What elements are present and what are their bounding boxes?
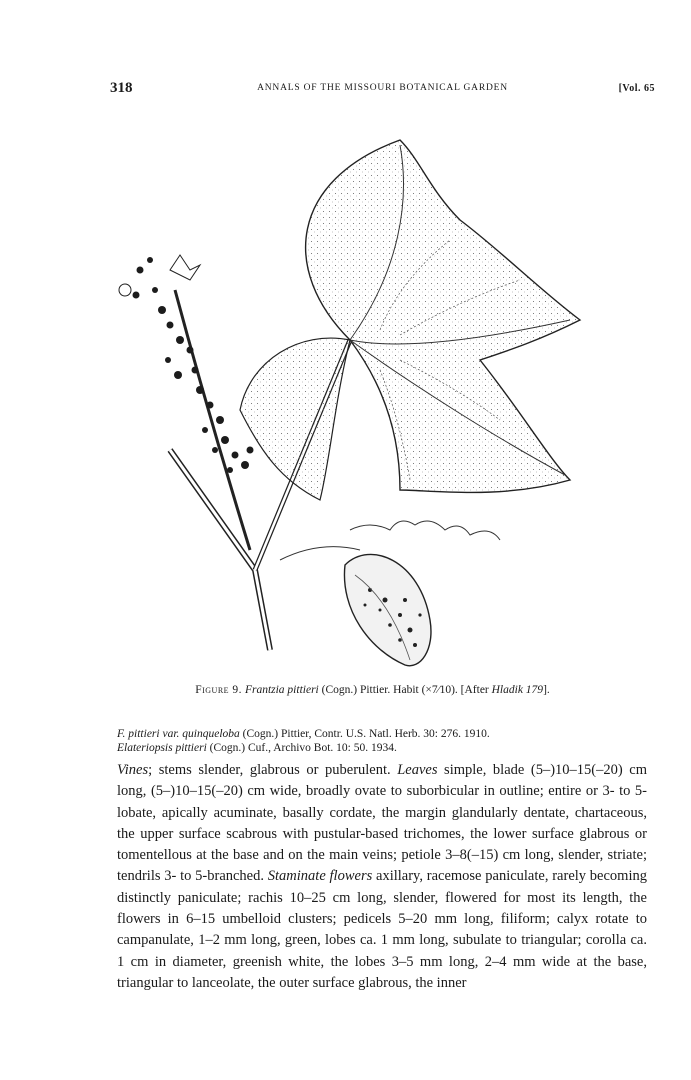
lower-leaf [240, 338, 350, 500]
volume-label: [Vol. 65 [618, 83, 655, 94]
text-vines: ; stems slender, glabrous or puberulent. [148, 762, 398, 778]
term-vines: Vines [117, 762, 149, 778]
description-paragraph [117, 760, 647, 994]
synonym-name: F. pittieri var. quinqueloba [117, 728, 240, 740]
caption-source-suffix: ]. [543, 684, 550, 696]
caption-taxon: Frantzia pittieri [244, 684, 319, 696]
caption-source-prefix: [After [460, 684, 489, 696]
caption-source-author: Hladik 179 [491, 684, 544, 696]
running-header [110, 80, 655, 100]
synonym-line [117, 740, 677, 756]
page-number: 318 [110, 80, 133, 96]
figure-caption [100, 684, 645, 696]
text-staminate: axillary, racemose paniculate, rarely becoming distinctly paniculate; rachis 10–25 cm long, slender, flowered for most its length, the flowers in 6–15 umbelloid clusters; pedicels 5–20 mm long, filiform; calyx rotate to campanulate, 1–2 mm long, green, lobes ca. 1 mm long, subulate to triangular; corolla ca. 1 cm in diameter, greenish white, the lobes 3–5 mm long, 2–4 mm wide at the base, triangular to lanceolate, the outer surface glabrous, the inner [117, 868, 647, 991]
text-leaves: simple, blade (5–)10–15(–20) cm long, (5–)10–15(–20) cm wide, broadly ovate to suborbicular in outline; entire or 3- to 5-lobate, apically acuminate, basally cordate, the margin glandularly dentate, chartaceous, the upper surface scabrous with pustular-based trichomes, the lower surface glabrous or tomentellous at the base and on the main veins; petiole 3–8(–15) cm long, slender, striate; tendrils 3- to 5-branched. [117, 762, 648, 885]
synonym-citation: (Cogn.) Pittier, Contr. U.S. Natl. Herb. 30: 276. 1910. [242, 728, 490, 740]
journal-title: ANNALS OF THE MISSOURI BOTANICAL GARDEN [257, 83, 508, 93]
caption-authority: (Cogn.) Pittier. Habit (×7⁄10). [321, 684, 458, 696]
tendril [280, 521, 500, 560]
upper-leaf [306, 140, 580, 493]
synonym-citation: (Cogn.) Cuf., Archivo Bot. 10: 50. 1934. [209, 742, 397, 754]
inflorescence [119, 255, 254, 473]
synonym-name: Elateriopsis pittieri [117, 742, 207, 754]
botanical-illustration [100, 120, 660, 680]
term-leaves: Leaves [397, 762, 438, 778]
species-description [117, 760, 647, 994]
term-staminate: Staminate flowers [267, 868, 373, 885]
plant-drawing [100, 120, 660, 680]
caption-label: Figure 9. [195, 684, 243, 696]
fruit [344, 554, 431, 665]
